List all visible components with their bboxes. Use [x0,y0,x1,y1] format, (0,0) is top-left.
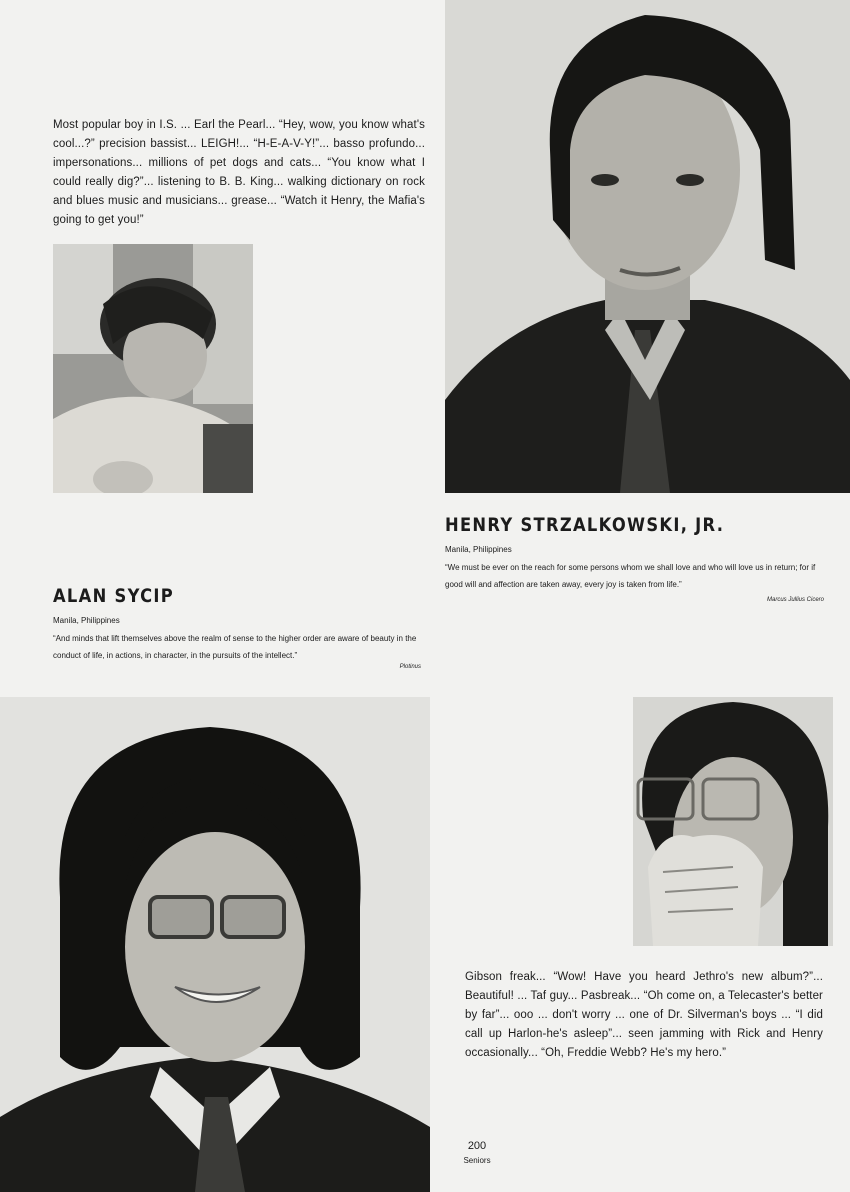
alan-quote-author: Plotinus [399,664,421,670]
alan-quote: “And minds that lift themselves above the realm of sense to the higher order are aware of beauty in the conduct of life, in actions, in character, in the pursuits of the intellect.” [53,634,417,660]
alan-hometown: Manila, Philippines [53,616,120,625]
henry-quote-author: Marcus Jullius Cicero [766,597,824,603]
henry-candid-photo [53,244,253,493]
alan-name: ALAN SYCIP [53,585,175,607]
henry-quote: “We must be ever on the reach for some persons whom we shall love and who will love us in return; for if good will and affection are taken away, every joy is taken from life.” [445,563,816,589]
alan-blurb: Gibson freak... “Wow! Have you heard Jethro's new album?”... Beautiful! ... Taf guy... Pasbreak... “Oh come on, a Telecaster's better by far”... ooo ... don't worry ... one of Dr. Silverman's boys ... “I did call up Harlon-he's asleep”... seen jamming with Rick and Henry occasionally... “Oh, Freddie Webb? He's my hero.” [465,971,823,1059]
alan-portrait-photo [0,697,430,1192]
henry-blurb: Most popular boy in I.S. ... Earl the Pearl... “Hey, wow, you know what's cool...?” precision bassist... LEIGH!... “H-E-A-V-Y!”... basso profundo... impersonations... millions of pet dogs and cats... “You know what I could really dig?”... listening to B. B. King... walking dictionary on rock and blues music and musicians... grease... “Watch it Henry, the Mafia's going to get you!” [53,119,425,226]
alan-candid-photo [633,697,833,946]
henry-name: HENRY STRZALKOWSKI, JR. [445,514,725,536]
henry-hometown: Manila, Philippines [445,545,512,554]
section-label: Seniors [463,1156,491,1165]
henry-portrait-photo [445,0,850,493]
page-number: 200 [467,1140,487,1152]
